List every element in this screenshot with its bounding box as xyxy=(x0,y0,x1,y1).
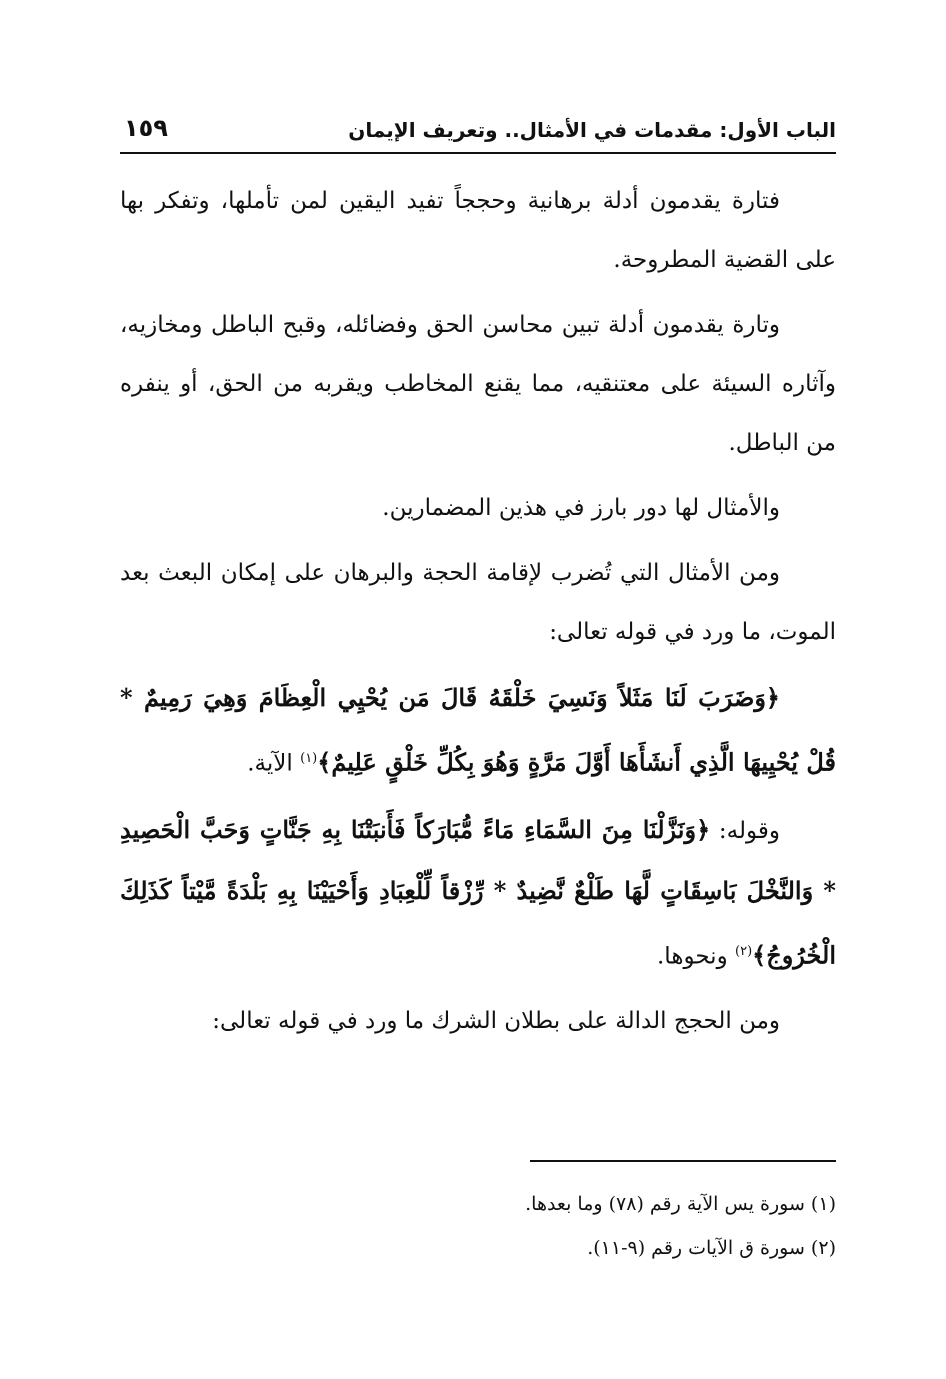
footnote-ref-2: (٢) xyxy=(735,943,753,959)
running-header xyxy=(120,112,836,154)
quran-verse-yasin: ﴿وَضَرَبَ لَنَا مَثَلاً وَنَسِيَ خَلْقَهُ قَالَ مَن يُحْيِي الْعِظَامَ وَهِيَ رَمِيمٌ * قُلْ يُحْيِيهَا الَّذِي أَنشَأَهَا أَوَّلَ مَرَّةٍ وَهُوَ بِكُلِّ خَلْقٍ عَلِيمٌ﴾ xyxy=(120,683,836,777)
footnote-1: (١) سورة يس الآية رقم (٧٨) وما بعدها. xyxy=(525,1193,836,1215)
page-number: ١٥٩ xyxy=(124,114,168,142)
footnote-2: (٢) سورة ق الآيات رقم (٩-١١). xyxy=(587,1237,836,1259)
paragraph-4: ومن الأمثال التي تُضرب لإقامة الحجة والبرهان على إمكان البعث بعد الموت، ما ورد في قوله تعالى: xyxy=(120,560,836,645)
paragraph-5-tail: الآية. xyxy=(247,750,293,777)
main-text xyxy=(120,172,836,1051)
paragraph-5 xyxy=(120,668,836,794)
paragraph-6-tail: ونحوها. xyxy=(657,943,728,970)
footnote-separator xyxy=(530,1160,836,1162)
paragraph-2: وتارة يقدمون أدلة تبين محاسن الحق وفضائله، وقبح الباطل ومخازيه، وآثاره السيئة على معتنقيه، مما يقنع المخاطب ويقربه من الحق، أو ينفره من الباطل. xyxy=(120,312,836,456)
paragraph-3: والأمثال لها دور بارز في هذين المضمارين. xyxy=(382,495,780,521)
footnote-ref-1: (١) xyxy=(300,751,318,766)
paragraph-6 xyxy=(120,800,836,987)
footnotes xyxy=(120,1182,836,1270)
chapter-title: الباب الأول: مقدمات في الأمثال.. وتعريف الإيمان xyxy=(348,118,836,142)
quran-verse-qaf: ﴿وَنَزَّلْنَا مِنَ السَّمَاءِ مَاءً مُّبَارَكاً فَأَنبَتْنَا بِهِ جَنَّاتٍ وَحَبَّ الْحَصِيدِ * وَالنَّخْلَ بَاسِقَاتٍ لَّهَا طَلْعٌ نَّضِيدٌ * رِّزْقاً لِّلْعِبَادِ وَأَحْيَيْنَا بِهِ بَلْدَةً مَّيْتاً كَذَلِكَ الْخُرُوجُ﴾ xyxy=(120,814,836,970)
paragraph-6-lead: وقوله: xyxy=(710,817,780,844)
paragraph-7: ومن الحجج الدالة على بطلان الشرك ما ورد في قوله تعالى: xyxy=(212,1008,780,1035)
paragraph-1: فتارة يقدمون أدلة برهانية وحججاً تفيد اليقين لمن تأملها، وتفكر بها على القضية المطروحة. xyxy=(120,188,836,273)
